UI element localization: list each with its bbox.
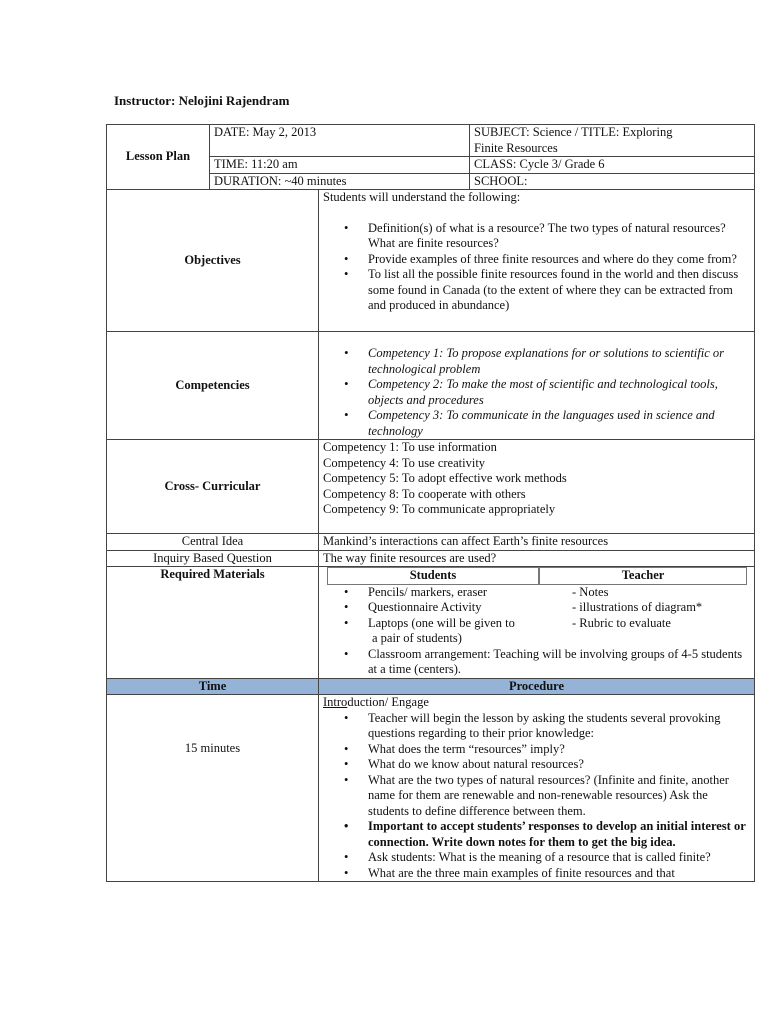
lesson-plan-label: Lesson Plan: [107, 125, 210, 190]
cross-line: Competency 1: To use information: [323, 440, 497, 454]
cross-curricular-content: [319, 440, 755, 534]
material-item: • Pencils/ markers, eraser - Notes: [368, 585, 750, 601]
introduction-heading: Introduction/ Engage: [323, 695, 429, 709]
materials-header: [327, 567, 750, 585]
objective-item: • Provide examples of three finite resources and where do they come from?: [368, 252, 750, 268]
competencies-label: Competencies: [107, 332, 319, 440]
time-heading: Time: [107, 678, 319, 695]
objectives-row: [107, 190, 755, 332]
materials-row: [107, 567, 755, 679]
class-cell: CLASS: Cycle 3/ Grade 6: [470, 157, 755, 174]
procedure-row: [107, 695, 755, 882]
cross-line: Competency 8: To cooperate with others: [323, 486, 526, 501]
procedure-item-important: • Important to accept students’ responses to develop an initial interest or connection. Write down notes for them to get the big idea.: [368, 819, 750, 850]
teacher-heading: Teacher: [539, 567, 747, 585]
competencies-row: [107, 332, 755, 440]
duration-cell: DURATION: ~40 minutes: [210, 173, 470, 190]
central-idea-value: Mankind’s interactions can affect Earth’s finite resources: [319, 534, 755, 551]
central-idea-label: Central Idea: [107, 534, 319, 551]
objective-item: • Definition(s) of what is a resource? The two types of natural resources? What are finite resources?: [368, 221, 750, 252]
material-item: • Classroom arrangement: Teaching will be involving groups of 4-5 students at a time (centers).: [368, 647, 750, 678]
objectives-intro: Students will understand the following:: [323, 190, 521, 204]
cross-line: Competency 9: To communicate appropriately: [323, 502, 556, 516]
cross-curricular-row: [107, 440, 755, 534]
procedure-item: • Teacher will begin the lesson by asking the students several provoking questions regarding to their prior knowledge:: [368, 711, 750, 742]
procedure-item: • Ask students: What is the meaning of a resource that is called finite?: [368, 850, 750, 866]
cross-line: Competency 5: To adopt effective work methods: [323, 471, 567, 485]
procedure-item: • What does the term “resources” imply?: [368, 742, 750, 758]
inquiry-row: [107, 550, 755, 567]
procedure-time: 15 minutes: [107, 695, 319, 882]
materials-content: [319, 567, 755, 679]
header-row-1: [107, 125, 755, 157]
school-cell: SCHOOL:: [470, 173, 755, 190]
cross-line: Competency 4: To use creativity: [323, 455, 486, 470]
procedure-header-row: [107, 678, 755, 695]
date-cell: DATE: May 2, 2013: [210, 125, 470, 157]
material-item: • Questionnaire Activity - illustrations of diagram*: [368, 600, 750, 616]
material-item: • Laptops (one will be given to - Rubric to evaluate a pair of students): [368, 616, 750, 647]
materials-label: Required Materials: [107, 567, 319, 679]
students-heading: Students: [327, 567, 539, 585]
objective-item: • To list all the possible finite resources found in the world and then discuss some found in Canada (to the extent of where they can be extracted from and produced in abundance): [368, 267, 750, 314]
inquiry-value: The way finite resources are used?: [319, 550, 755, 567]
subject-line-1: SUBJECT: Science / TITLE: Exploring: [474, 125, 673, 139]
central-idea-row: [107, 534, 755, 551]
lesson-plan-table: [106, 124, 755, 882]
cross-curricular-label: Cross- Curricular: [107, 440, 319, 534]
inquiry-label: Inquiry Based Question: [107, 550, 319, 567]
competency-item: • Competency 3: To communicate in the languages used in science and technology: [368, 408, 750, 439]
competency-item: • Competency 1: To propose explanations for or solutions to scientific or technological problem: [368, 346, 750, 377]
procedure-item: • What are the three main examples of finite resources and that: [368, 866, 750, 882]
subject-line-2: Finite Resources: [474, 140, 558, 155]
objectives-label: Objectives: [107, 190, 319, 332]
instructor-name: Instructor: Nelojini Rajendram: [114, 93, 290, 108]
competencies-content: [319, 332, 755, 440]
procedure-content: [319, 695, 755, 882]
procedure-item: • What are the two types of natural resources? (Infinite and finite, another name for them are renewable and non-renewable resources) Ask the students to define difference between them.: [368, 773, 750, 820]
procedure-item: • What do we know about natural resources?: [368, 757, 750, 773]
subject-cell: [470, 125, 755, 157]
procedure-heading: Procedure: [319, 678, 755, 695]
objectives-content: [319, 190, 755, 332]
time-cell: TIME: 11:20 am: [210, 157, 470, 174]
competency-item: • Competency 2: To make the most of scientific and technological tools, objects and procedures: [368, 377, 750, 408]
